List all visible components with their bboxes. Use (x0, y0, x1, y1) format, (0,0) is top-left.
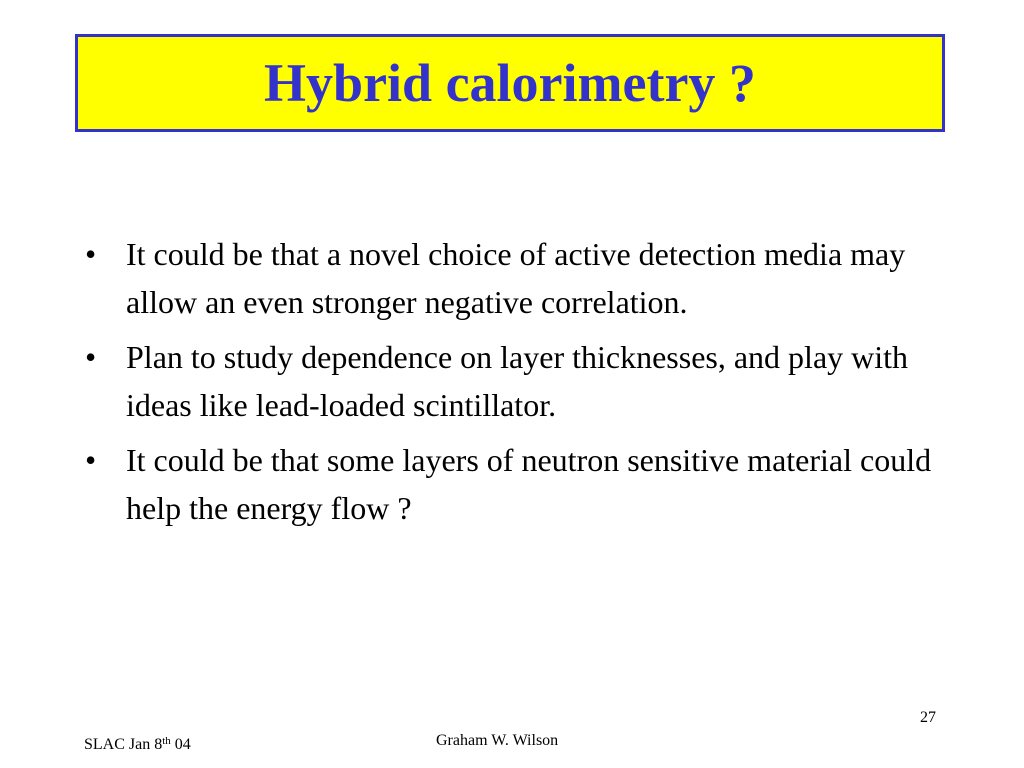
footer-venue (84, 731, 191, 755)
bullet-item (82, 436, 942, 532)
title-box (75, 34, 945, 132)
footer-author: Graham W. Wilson (436, 732, 559, 749)
bullet-text: It could be that some layers of neutron sensitive material could help the energy flow ? (126, 442, 932, 526)
bullet-marker: • (85, 339, 97, 375)
bullet-marker: • (85, 236, 97, 272)
bullet-text: Plan to study dependence on layer thicknesses, and play with ideas like lead-loaded scintillator. (126, 339, 909, 423)
bullet-item (82, 230, 942, 326)
bullet-item (82, 333, 942, 429)
footer-venue-superscript: th (162, 735, 171, 747)
bullet-list (82, 230, 942, 539)
bullet-marker: • (85, 442, 97, 478)
page-number: 27 (920, 709, 936, 726)
footer-venue-suffix: 04 (170, 736, 191, 753)
bullet-text: It could be that a novel choice of active detection media may allow an even stronger negative correlation. (126, 236, 906, 320)
footer-venue-prefix: SLAC Jan 8 (84, 736, 163, 753)
slide-title: Hybrid calorimetry ? (264, 53, 756, 113)
